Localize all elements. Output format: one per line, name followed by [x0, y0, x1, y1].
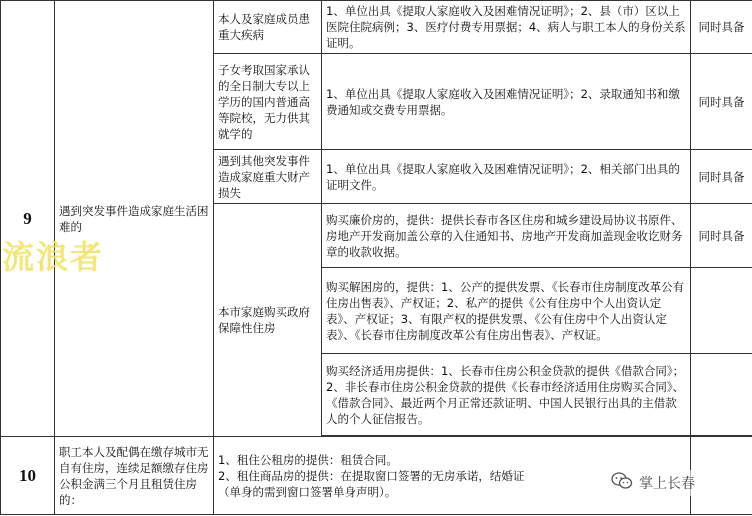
materials-line: （单身的需到窗口签署单身声明）。: [218, 484, 397, 499]
row-number: 9: [1, 1, 55, 437]
materials-line: 2、租住商品房的提供：在提取窗口签署的无房承诺，结婚证: [218, 468, 525, 483]
wechat-icon: [611, 472, 633, 494]
requirement-cell: [691, 268, 752, 354]
materials-line: 1、租住公租房的提供：租赁合同。: [218, 452, 398, 467]
watermark-text: 流浪者: [2, 238, 105, 276]
table-row: [1, 1, 752, 54]
requirement-cell: 同时具备: [691, 204, 752, 268]
requirement-cell: [691, 354, 752, 436]
category-cell: 职工本人及配偶在缴存城市无自有住房，连续足额缴存住房公积金满三个月且租赁住房的：: [55, 437, 214, 515]
materials-cell: 购买廉价房的，提供：提供长春市各区住房和城乡建设局协议书原件、房地产开发商加盖公章的入住通知书、房地产开发商加盖现金收讫财务章的收款收据。: [322, 204, 691, 268]
materials-cell: 1、单位出具《提取人家庭收入及困难情况证明》；2、县（市）区以上医院住院病例；3、医疗付费专用票据；4、病人与职工本人的身份关系证明。: [322, 1, 691, 54]
housing-condition-cell: 本市家庭购买政府保障性住房: [214, 204, 322, 437]
category-cell: 遇到突发事件造成家庭生活困难的: [55, 1, 214, 437]
condition-cell: 本人及家庭成员患重大疾病: [214, 1, 322, 54]
materials-cell: 1、单位出具《提取人家庭收入及困难情况证明》；2、录取通知书和缴费通知或交费专用票据。: [322, 54, 691, 150]
materials-cell: 购买解困房的，提供：1、公产的提供发票、《长春市住房制度改革公有住房出售表》、产权证；2、私产的提供《公有住房中个人出资认定表》、产权证；3、有限产权的提供发票、《公有住房中个人出资认定表》、《长春市住房制度改革公有住房出售表》、产权证。: [322, 268, 691, 354]
condition-cell: 子女考取国家承认的全日制大专以上学历的国内普通高等院校，无力供其就学的: [214, 54, 322, 150]
condition-cell: 遇到其他突发事件造成家庭重大财产损失: [214, 150, 322, 204]
wechat-label: 掌上长春: [639, 476, 695, 492]
materials-cell: 1、单位出具《提取人家庭收入及困难情况证明》；2、相关部门出具的证明文件。: [322, 150, 691, 204]
wechat-badge: [607, 470, 699, 496]
materials-cell: 购买经济适用房提供：1、长春市住房公积金贷款的提供《借款合同》；2、非长春市住房公积金贷款的提供《长春市经济适用住房购买合同》、《借款合同》、最近两个月正常还款证明、中国人民银行出具的主借款人的个人征信报告。: [322, 354, 691, 436]
row-number: 10: [1, 437, 55, 515]
requirement-cell: [691, 437, 752, 515]
requirement-cell: 同时具备: [691, 54, 752, 150]
requirement-cell: 同时具备: [691, 1, 752, 54]
requirement-cell: 同时具备: [691, 150, 752, 204]
